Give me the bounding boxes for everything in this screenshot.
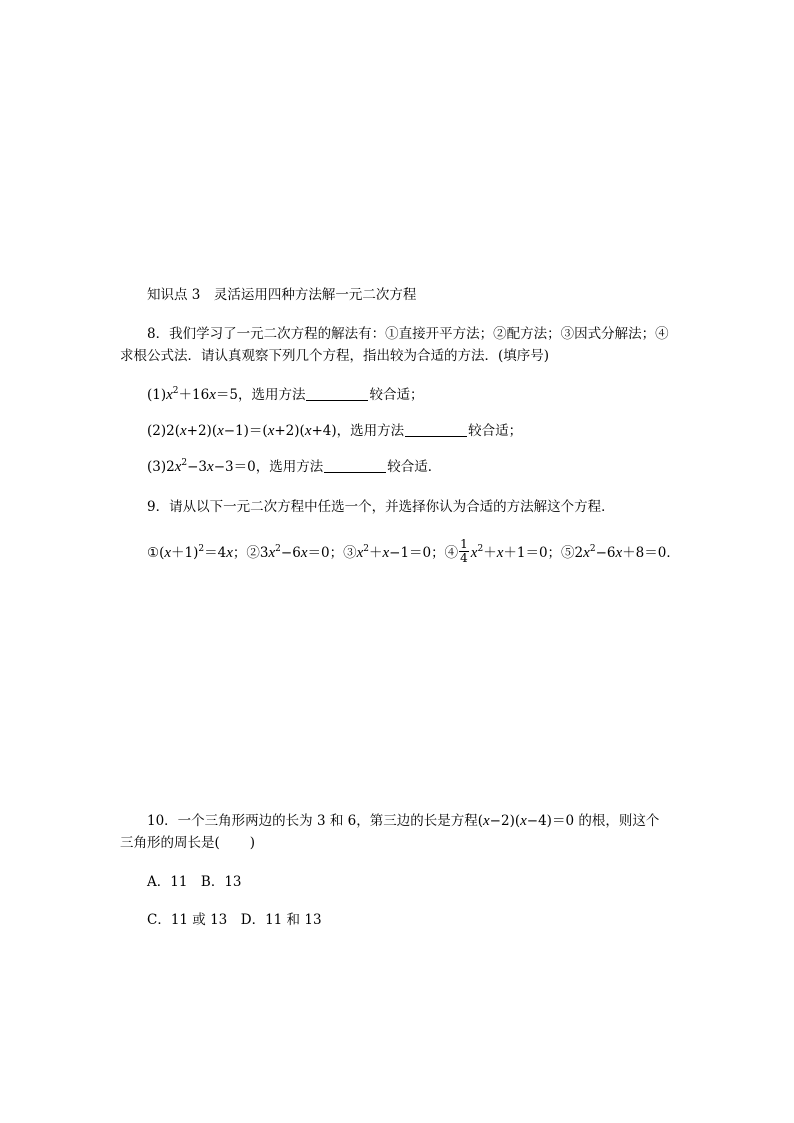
q10-stem-line2 — [120, 833, 255, 853]
q8-item3-answer-blank[interactable] — [324, 459, 386, 473]
q8-item2-answer-blank[interactable] — [405, 423, 467, 437]
q8-item3-mid1: −3 — [187, 459, 208, 475]
q9-fraction-den: 4 — [460, 551, 468, 565]
q10-stem-line1: 10．一个三角形两边的长为 3 和 6，第三边的长是方程(x−2)(x−4)＝0 的根，则这个 — [147, 813, 660, 829]
q10-stem-a: 10．一个三角形两边的长为 3 和 6，第三边的长是方程( — [147, 813, 483, 829]
q9-stem: 9．请从以下一元二次方程中任选一个，并选择你认为合适的方法解这个方程． — [147, 499, 615, 515]
q8-item3-suffix: 较合适． — [387, 459, 442, 475]
q8-item1-suffix: 较合适； — [369, 387, 424, 403]
q10-stem-b: −2)( — [489, 813, 521, 829]
q8-item2-mid1: +2)( — [186, 423, 218, 439]
q10-stem-line2-a: 三角形的周长是( — [120, 835, 220, 851]
q8-item-1: $(1)x^2+16x=5$，选用方法 较合适； — [147, 386, 424, 403]
q10-stem-c: −4)＝0 的根，则这个 — [526, 813, 660, 829]
q8-item2-mid4: +4)，选用方法 — [311, 423, 405, 439]
q8-item2-mid2: −1)＝( — [223, 423, 268, 439]
q8-item2-prefix: (2)2( — [147, 423, 180, 439]
q9-fraction — [459, 538, 469, 565]
q8-stem-line1: 8．我们学习了一元二次方程的解法有：①直接开平方法；②配方法；③因式分解法；④ — [147, 326, 669, 342]
q10-options-line2: C．11 或 13 D．11 和 13 — [147, 912, 322, 928]
q8-item3-prefix: (3)2 — [147, 459, 175, 475]
q8-item1-eq: ＝5，选用方法 — [215, 387, 306, 403]
q8-item1-answer-blank[interactable] — [306, 387, 368, 401]
q10-stem-line2-b: ) — [249, 835, 256, 851]
q9-fraction-num: 1 — [460, 537, 468, 551]
q9-equations: $①(x+1)^2=4x$；$②3x^2-6x=0$；$③x^2+x-1=0$；④ $\frac{1}{4}$ $x^2+x+1=0$；$⑤2x^2-6x+8=0$． — [147, 537, 680, 565]
q8-item2-mid3: +2)( — [274, 423, 305, 439]
q8-item-3: $(3)2x^2-3x-3=0$，选用方法 较合适． — [147, 458, 442, 475]
q8-item-2: (2)2(x+2)(x−1)＝(x+2)(x+4)，选用方法 较合适； — [147, 423, 523, 439]
q8-stem-line2: 求根公式法．请认真观察下列几个方程，指出较为合适的方法．(填序号) — [120, 348, 550, 364]
q8-item3-mid2: −3＝0，选用方法 — [213, 459, 324, 475]
section-heading: 知识点 3 灵活运用四种方法解一元二次方程 — [147, 287, 417, 303]
q8-item2-suffix: 较合适； — [468, 423, 523, 439]
q10-options-line1: A．11 B．13 — [147, 874, 242, 890]
q8-item1-prefix: (1) — [147, 387, 167, 403]
